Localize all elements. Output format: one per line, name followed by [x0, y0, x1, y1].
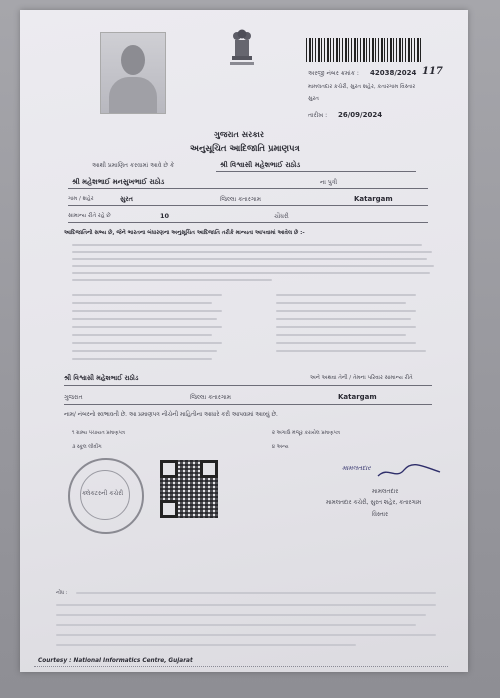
caste-value: ચૌધરી — [274, 213, 289, 220]
bottom-rule — [34, 666, 448, 667]
issuing-city: સુરત — [308, 96, 319, 102]
barcode — [306, 38, 422, 62]
application-number-label: અરજી નંબર ક્રમાંક : — [308, 70, 359, 77]
taluka-value-2: Katargam — [338, 393, 377, 401]
signatory-area: વિસ્તાર — [372, 512, 389, 518]
basis-item-2: ૨ અગાઉ મંજૂર કરાયેલ પ્રમાણપત્ર — [272, 430, 340, 436]
divider — [68, 222, 428, 223]
certificate-title: અનુસૂચિત આદિજાતિ પ્રમાણપત્ર — [190, 144, 300, 154]
intro-text: આથી પ્રમાણિત કરવામાં આવે છે કે — [92, 162, 175, 169]
holder-name: શ્રી વિશ્વાસી મહેશભાઈ રાઠોડ — [64, 374, 139, 382]
basis-item-4: ૪ અન્ય — [272, 444, 289, 450]
footer-note-prefix: નોંધ : — [56, 590, 68, 596]
certificate-page — [20, 10, 468, 672]
handwritten-number: 117 — [422, 66, 443, 77]
issue-date: 26/09/2024 — [338, 111, 383, 119]
divider — [216, 171, 416, 172]
basis-note: નામ/ નંબરનો સ્વભાવતી છે. આ પ્રમાણપત્ર નીચેની માહિતીના આધારે કરી આપવામાં આવ્યું છે. — [64, 412, 278, 418]
divider — [68, 205, 428, 206]
district-value-2: જિલ્લા કતારગામ — [190, 394, 231, 401]
divider — [64, 385, 432, 386]
village-value: સુરત — [120, 195, 133, 203]
holder-relation: અને અથવા તેની / તેમના પરિવાર સામાન્ય રીતે — [310, 375, 413, 381]
years-value: 10 — [160, 212, 170, 220]
residence-label: સામાન્ય રીતે રહે છે — [68, 213, 111, 219]
signatory-office: મામલતદાર કચેરી, સુરત શહેર, કતારગામ — [326, 500, 422, 506]
notice-text: આદિજાતિનો સભ્ય છે, જેને ભારતના બંધારણના અનુસૂચિત આદિજાતિ તરીકે માન્યતા આપવામાં આવેલ છે :- — [64, 230, 305, 236]
village-label: ગામ / શહેર — [68, 196, 94, 202]
state-emblem-icon — [222, 22, 262, 70]
taluka-value: Katargam — [354, 195, 393, 203]
qr-code — [160, 460, 218, 518]
seal-label: ક્લેકટરની કચેરી — [82, 490, 124, 497]
date-label: તારીખ : — [308, 112, 328, 119]
basis-item-3: ૩ સ્કૂલ લીવીંગ — [72, 444, 102, 450]
divider — [64, 404, 432, 405]
issuing-office: મામલતદાર કચેરી, સુરત શહેર, કતારગામ વિસ્તાર — [308, 84, 416, 90]
basis-item-1: ૧ ગ્રામ્ય પંચાયત પ્રમાણપત્ર — [72, 430, 125, 436]
signatory-title: મામલતદાર — [372, 488, 399, 495]
collector-seal-icon — [68, 458, 144, 534]
parent-name: શ્રી મહેશભાઈ મનસુખભાઈ રાઠોડ — [72, 178, 165, 186]
signature-text: મામલતદાર — [342, 464, 371, 472]
signature-mark — [374, 462, 444, 484]
courtesy-text: Courtesy : National Informatics Centre, Gujarat — [38, 658, 193, 664]
state-value: ગુજરાત — [64, 394, 83, 401]
district-value: જિલ્લા કતારગામ — [220, 196, 261, 203]
relation-text: ના પુત્રી — [320, 179, 338, 186]
certified-name: શ્રી વિશ્વાસી મહેશભાઈ રાઠોડ — [220, 161, 301, 169]
divider — [68, 188, 428, 189]
applicant-photo — [100, 32, 166, 114]
government-title: ગુજરાત સરકાર — [214, 130, 264, 139]
application-number: 42038/2024 — [370, 69, 417, 77]
